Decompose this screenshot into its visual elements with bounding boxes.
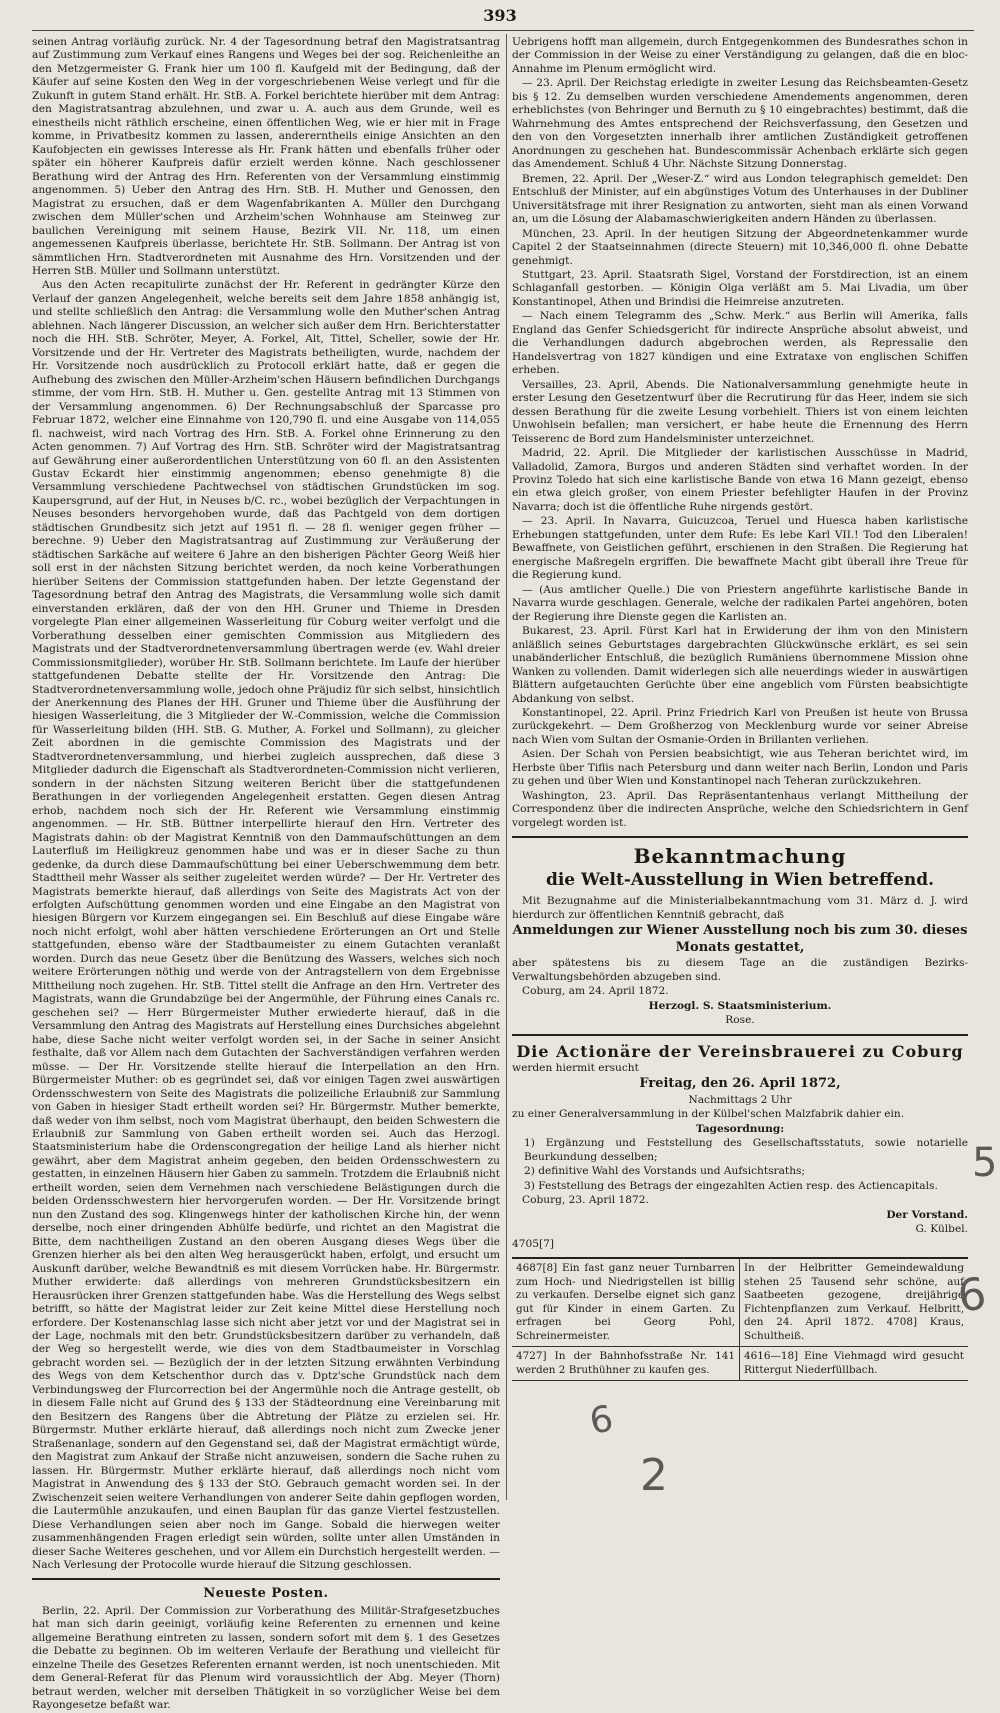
announcement-signer: Rose. xyxy=(725,1014,755,1027)
brewery-notice-intro: werden hiermit ersucht xyxy=(512,1061,639,1074)
handwritten-mark: 6 xyxy=(586,1398,617,1443)
right-paragraph: Stuttgart, 23. April. Staatsrath Sigel, Vorstand der Forstdirection, ist an einem Schlaganfall gestorben. — Königin Olga verläßt am 5. Mai Livadia, um über Konstantinopel, Athen und Brindisi die Heimreise anzutreten. xyxy=(512,268,968,308)
left-paragraph: Aus den Acten recapitulirte zunächst der Hr. Referent in gedrängter Kürze den Verlauf der ganzen Angelegenheit, welche bereits seit dem Jahre 1858 anhängig ist, und stellte schließlich den Antrag: die Versammlung wolle den Muther'schen Antrag ablehnen. Nach längerer Discussion, an welcher sich außer dem Hrn. Berichterstatter noch die HH. StB. Schröter, Meyer, A. Forkel, Alt, Tittel, Scheller, sowie der Hr. Vorsitzende und der Hr. Vertreter des Magistrats betheiligten, wurde, nachdem der Hr. Vorsitzende noch ausdrücklich zu Protocoll erklärt hatte, daß er gegen die Aufhebung des zwischen den Müller-Arzheim'schen Häusern befindlichen Durchgangs stimme, der vom Hrn. StB. H. Muther u. Gen. gestellte Antrag mit 13 Stimmen von der Versammlung angenommen. 6) Der Rechnungsabschluß der Sparcasse pro Februar 1872, welcher eine Einnahme von 120,790 fl. und eine Ausgabe von 114,055 fl. nachweist, wird nach Vortrag des Hrn. StB. A. Forkel ohne Erinnerung zu den Acten genommen. 7) Auf Vortrag des Hrn. StB. Schröter wird der Magistratsantrag auf Gewährung einer außerordentlichen Unterstützung von 60 fl. an den Assistenten Gustav Eckardt hier einstimmig angenommen; ebenso genehmigte 8) die Versammlung verschiedene Pachtwechsel von städtischen Grundstücken im sog. Kaupersgrund, auf der Hut, in Neuses b/C. rc., wobei bezüglich der Verpachtungen in Neuses besonders hervorgehoben wurde, daß das Pachtgeld von dem dortigen städtischen Grundbesitz sich jetzt auf 1951 fl. — 28 fl. weniger gegen früher — berechne. 9) Ueber den Magistratsantrag auf Zustimmung zur Veräußerung der städtischen Sarkäche auf weitere 6 Jahre an den bisherigen Pächter Georg Weiß hier soll erst in der nächsten Sitzung berichtet werden, da noch keine Vorberathungen hierüber Seitens der Commission stattgefunden haben. Der letzte Gegenstand der Tagesordnung betraf den Antrag des Magistrats, die Versammlung wolle sich damit einverstanden erklären, daß der von den HH. Gruner und Thieme in Dresden vorgelegte Plan einer allgemeinen Wasserleitung für Coburg weiter verfolgt und die Vorberathung desselben einer gemischten Commission aus Mitgliedern des Magistrats und der Stadtverordnetenversammlung übertragen werde (ev. Wahl dreier Commissionsmitglieder), worüber Hr. StB. Sollmann berichtete. Im Laufe der hierüber stattgefundenen Debatte stellte der Hr. Vorsitzende den Antrag: Die Stadtverordnetenversammlung wolle, jedoch ohne Präjudiz für sich selbst, hinsichtlich der Anerkennung des Planes der HH. Gruner und Thieme über die Ausführung der hiesigen Wasserleitung, die 3 Mitglieder der W.-Commission, welche die Commission für Wasserleitung bilden (HH. StB. G. Muther, A. Forkel und Sollmann), zu gleicher Zeit abordnen in die gemischte Commission des Magistrats und der Stadtverordnetenversammlung, und hierbei zugleich aussprechen, daß diese 3 Mitglieder dadurch die Eigenschaft als Stadtverordneten-Commission nicht verlieren, sondern in der nächsten Sitzung weiteren Bericht über die stattgefundenen Berathungen in der vorliegenden Angelegenheit erstatten. Gegen diesen Antrag erhob, nachdem noch sich der Hr. Referent wie Versammlung einstimmig angenommen. — Hr. StB. Büttner interpellirte hierauf den Hrn. Vertreter des Magistrats dahin: ob der Magistrat Kenntniß von den Dammaufschüttungen an dem Lauterfluß im Heiligkreuz genommen habe und was er in dieser Sache zu thun gedenke, da durch diese Dammaufschüttung bei einer Ueberschwemmung dem betr. Stadttheil mehr Wasser als seither zugeleitet werden würde? — Der Hr. Vertreter des Magistrats bemerkte hierauf, daß allerdings von Seite des Magistrats Act von der erfolgten Aufschüttung genommen worden und eine Eingabe an den Magistrat von hiesigen Bürgern vor Kurzem eingegangen sei. Ein Beschluß auf diese Eingabe wäre noch nicht erfolgt, wohl aber hätten verschiedene Erörterungen an Ort und Stelle stattgefunden, ebenso wäre der Stadtbaumeister zu einem Gutachten veranlaßt worden. Durch das neue Gesetz über die Benützung des Wassers, welches sich noch weitere Erörterungen nöthig und werde von der Antragstellern von dem Ergebnisse Mittheilung noch zugehen. Hr. StB. Tittel stellt die Anfrage an den Hrn. Vertreter des Magistrats, wann die Grundabzüge bei der Angermühle, der Führung eines Canals rc. geschehen sei? — Herr Bürgermeister Muther erwiederte hierauf, daß in die Versammlung den Antrag des Magistrats auf Herstellung eines Durchsiches abgelehnt habe, diese Sache nicht weiter verfolgt worden sei, in der Sache in seiner Ansicht festhalte, daß vor Allem nach dem Gutachten der Sachverständigen verfahren werden müsse. — Der Hr. Vorsitzende stellte hierauf die Interpellation an den Hrn. Bürgermeister Muther: ob es gegründet sei, daß vor einigen Tagen zwei auswärtigen Ordensschwestern von Seite des Magistrats die polizeiliche Erlaubniß zur Sammlung von Gaben in hiesiger Stadt ertheilt worden sei? Hr. Bürgermstr. Muther bemerkte, daß weder von ihm selbst, noch vom Magistrat überhaupt, den beiden Schwestern die Erlaubniß zur Sammlung von Gaben ertheilt worden sei. Auch das Herzogl. Staatsministerium habe die Ordenscongregation der heilige Land als hierher nicht gewährt, aber dem Magistrat anheim gegeben, den beiden Ordensschwestern zu gestatten, in einzelnen Häusern hier Gaben zu sammeln. Trotzdem die Erlaubniß nicht ertheilt worden, seien dem Vernehmen nach verschiedene Belästigungen durch die beiden Ordensschwestern hier hervorgerufen worden. — Der Hr. Vorsitzende bringt nun den Zustand des sog. Klingenwegs hinter der katholischen Kirche hin, der wenn derselbe, noch einer dringenden Abhülfe bedürfe, und richtet an den Magistrat die Bitte, dem nachtheiligen Zustand an den oberen Ausgang dieses Wegs über die Grenzen hierher als bei den alten Weg herausgerückt haben, erfolgt, und ersucht um Auskunft darüber, welche Bewandtniß es mit diesem Vorrücken habe. Hr. Bürgermstr. Muther erwiderte: daß allerdings von mehreren Grundstücksbesitzern ein Herausrücken ihrer Grenzen stattgefunden habe. Was die Herstellung des Wegs selbst betrifft, so hätte der Magistrat leider zur Zeit keine Mittel diese Herstellung noch erfordere. Der Kostenanschlag lasse sich nicht aber jetzt vor und der Magistrat sei in der Lage, nochmals mit den betr. Grundstücksbesitzern darüber zu verhandeln, daß der Weg so hergestellt werde, wie dies von dem Stadtbaumeister in Vorschlag gebracht worden sei. — Bezüglich der in der letzten Sitzung erwähnten Verbindung des Wegs von dem Ketschenthor durch das v. Dptz'sche Grundstück nach dem Verbindungsweg der Flurcorrection bei der Angermühle noch die Antrage gestellt, ob in diesem Falle nicht auf Grund des § 133 der Städteordnung eine Vereinbarung mit den Besitzern des Rangens über die Abtretung der Plätze zu erzielen sei. Hr. Bürgermstr. Muther erklärte hierauf, daß allerdings noch nicht zum Zwecke jener Straßenanlage, sondern auf den Gegenstand sei, daß der Magistrat ermächtigt würde, den Magistrat zum Ankauf der Straße nicht anzuweisen, sondern die Sache ruhen zu lassen. Hr. Bürgermstr. Muther erklärte hierauf, daß allerdings noch nicht vom Magistrat in Anwendung des § 133 der StO. Gebrauch gemacht worden sei. In der Zwischenzeit seien weitere Verhandlungen von anderer Seite dahin gepflogen worden, die Lautermühle anzukaufen, und einen Bauplan für das ganze Viertel festzustellen. Diese Verhandlungen seien aber noch im Gange. Sobald die hierwegen weiter zusammenhängenden Fragen erledigt sein würden, sollte unter allen Umständen in dieser Sache Weiteres geschehen, und vor Allem ein Durchstich hergestellt werden. — Nach Verlesung der Protocolle wurde hierauf die Sitzung geschlossen. xyxy=(32,279,500,1571)
page-number: 393 xyxy=(483,6,517,25)
small-ad: 4727] In der Bahnhofsstraße Nr. 141 werden 2 Bruthühner zu kaufen ges. xyxy=(512,1347,740,1381)
small-ads-grid xyxy=(512,1257,968,1381)
right-paragraph: — Nach einem Telegramm des „Schw. Merk.“ aus Berlin will Amerika, falls England das Genfer Schiedsgericht für indirecte Ansprüche absolut abweist, und die Verhandlungen dadurch abgebrochen werden, als Repressalie den Handelsvertrag von 1827 kündigen und eine Extrataxe von englischen Schiffen erheben. xyxy=(512,310,968,377)
right-paragraph: Madrid, 22. April. Die Mitglieder der karlistischen Ausschüsse in Madrid, Valladolid, Zamora, Burgos und anderen Städten sind verhaftet worden. In der Provinz Toledo hat sich eine karlistische Bande von etwa 16 Mann gezeigt, ebenso ein etwa gleich großer, von einem Priester befehligter Haufen in der Provinz Navarra; doch ist die öffentliche Ruhe nirgends gestört. xyxy=(512,447,968,513)
news-section-text: Berlin, 22. April. Der Commission zur Vorberathung des Militär-Strafgesetzbuches hat man sich darin geeinigt, vorläufig keine Referenten zu ernennen und keine allgemeine Berathung eintreten zu lassen, sondern sofort mit dem §. 1 des Gesetzes die Debatte zu beginnen. Ob im weiteren Verlaufe der Berathung und vielleicht für einzelne Theile des Gesetzes Referenten ernannt werden, ist noch unentschieden. Mit dem General-Referat für das Plenum wird voraussichtlich der Abg. Meyer (Thorn) betraut werden, welcher mit derselben Thätigkeit in so vorzüglicher Weise bei dem Rayongesetze befaßt war. xyxy=(32,1604,500,1712)
right-paragraph: Uebrigens hofft man allgemein, durch Entgegenkommen des Bundesrathes schon in der Commission in der Weise zu einer Verständigung zu gelangen, daß die en bloc-Annahme im Plenum ermöglicht wird. xyxy=(512,36,968,75)
left-paragraph: seinen Antrag vorläufig zurück. Nr. 4 der Tagesordnung betraf den Magistratsantrag auf Zustimmung zum Verkauf eines Rangens und Weges bei der sog. Reichenleithe an den Metzgermeister G. Frank hier um 100 fl. Kaufgeld mit der Bedingung, daß der Käufer auf seine Kosten den Weg in der vorgeschriebenen Weise verlegt und für die Zukunft in gutem Stand erhält. Hr. StB. A. Forkel berichtete hierüber mit dem Antrag: den Magistratsantrag abzulehnen, und zwar u. A. auch aus dem Grunde, weil es einestheils nicht räthlich erscheine, einen öffentlichen Weg, wie er hier mit in Frage komme, in Privatbesitz kommen zu lassen, andererntheils einige Ansichten an den Kaufobjecten ein gewisses Interesse als Hr. Frank hätten und ebenfalls früher oder später ein höherer Kaufpreis dafür erzielt werden könne. Nach geschlossener Berathung wird der Antrag des Hrn. Referenten von der Versammlung einstimmig angenommen. 5) Ueber den Antrag des Hrn. StB. H. Muther und Genossen, den Magistrat zu ersuchen, daß er dem Wagenfabrikanten A. Müller den Durchgang zwischen dem Müller'schen und Arzheim'schen Wohnhause am Steinweg zur baulichen Vereinigung mit seinem Hause, Bezirk VII. Nr. 118, um einen angemessenen Kaufpreis überlasse, berichtete Hr. StB. Sollmann. Der Antrag ist von sämmtlichen Hrn. Stadtverordneten mit Ausnahme des Hrn. Vorsitzenden und der Herren StB. Müller und Sollmann unterstützt. xyxy=(32,36,500,277)
column-divider xyxy=(506,34,507,1500)
brewery-agenda-item: 2) definitive Wahl des Vorstands und Aufsichtsraths; xyxy=(524,1165,806,1178)
section-divider xyxy=(32,1578,500,1580)
announcement-body: Mit Bezugnahme auf die Ministerialbekanntmachung vom 31. März d. J. wird hierdurch zur öffentlichen Kenntniß gebracht, daß xyxy=(512,895,968,921)
announcement-title: Bekanntmachung xyxy=(633,844,847,869)
brewery-notice-date: Freitag, den 26. April 1872, xyxy=(639,1076,841,1092)
right-paragraph: Bukarest, 23. April. Fürst Karl hat in Erwiderung der ihm von den Ministern anläßlich seines Geburtstages dargebrachten Glückwünsche erklärt, es sei sein unabänderlicher Entschluß, die bezüglich Rumäniens übernommene Mission ohne Wanken zu vollenden. Damit widerlegen sich alle neuerdings wieder in auswärtigen Blättern aufgetauchten Gerüchte über eine angeblich vom Fürsten beabsichtigte Abdankung von selbst. xyxy=(512,625,968,705)
right-paragraph: Konstantinopel, 22. April. Prinz Friedrich Karl von Preußen ist heute von Brussa zurückgekehrt. — Dem Großherzog von Mecklenburg wurde vor seiner Abreise nach Wien vom Sultan der Osmanie-Orden in Brillanten verliehen. xyxy=(512,706,968,746)
right-column xyxy=(512,36,968,1498)
news-section-title: Neueste Posten. xyxy=(203,1586,329,1602)
top-rule xyxy=(32,30,974,31)
brewery-notice-time: Nachmittags 2 Uhr xyxy=(688,1093,792,1106)
announcement-subtitle: die Welt-Ausstellung in Wien betreffend. xyxy=(545,869,935,890)
handwritten-mark: 6 xyxy=(954,1268,990,1323)
handwritten-mark: 2 xyxy=(640,1450,668,1501)
right-paragraph: Bremen, 22. April. Der „Weser-Z.“ wird aus London telegraphisch gemeldet: Den Entschluß der Minister, auf ein abgünstiges Votum des Unterhauses in der Dubliner Universitätsfrage mit ihrer Resignation zu antworten, sieht man als einen Vorwand an, um die Lösung der Alabamaschwierigkeiten andern Händen zu überlassen. xyxy=(512,172,968,226)
announcement-place-date: Coburg, am 24. April 1872. xyxy=(522,985,669,998)
left-column xyxy=(32,36,500,1712)
announcement-box xyxy=(512,836,968,1027)
right-paragraph: München, 23. April. In der heutigen Sitzung der Abgeordnetenkammer wurde Capitel 2 der Staatseinnahmen (directe Steuern) mit 10,346,000 fl. ohne Debatte genehmigt. xyxy=(512,227,968,267)
right-paragraph: — 23. April. Der Reichstag erledigte in zweiter Lesung das Reichsbeamten-Gesetz bis § 12. Zu demselben wurden verschiedene Amendements angenommen, deren erheblichstes (von Behringer und Bernuth zu § 10 eingebrachtes) bestimmt, daß die Wahrnehmung des Amtes entsprechend der Reichsverfassung, den Gesetzen und den von den Vorgesetzten innerhalb ihrer amtlichen Zuständigkeit getroffenen Anordnungen zu geschehen hat. Bundescommissär Achenbach erklärte sich gegen das Amendement. Schluß 4 Uhr. Nächste Sitzung Donnerstag. xyxy=(512,77,968,171)
brewery-notice-location: zu einer Generalversammlung in der Külbel'schen Malzfabrik dahier ein. xyxy=(512,1108,905,1121)
right-paragraph: Asien. Der Schah von Persien beabsichtigt, wie aus Teheran berichtet wird, im Herbste über Tiflis nach Petersburg und dann weiter nach Berlin, London und Paris zu gehen und über Wien und Konstantinopel nach Teheran zurückzukehren. xyxy=(512,748,968,788)
right-paragraph: — (Aus amtlicher Quelle.) Die von Priestern angeführte karlistische Bande in Navarra wurde geschlagen. Generale, welche der radikalen Partei angehören, boten der Regierung ihre Dienste gegen die Karlisten an. xyxy=(512,583,968,623)
small-ad: 4616—18] Eine Viehmagd wird gesucht Rittergut Niederfüllbach. xyxy=(740,1347,968,1381)
announcement-emphasis: Anmeldungen zur Wiener Ausstellung noch bis zum 30. dieses Monats gestattet, xyxy=(512,923,968,955)
right-paragraph: Washington, 23. April. Das Repräsentantenhaus verlangt Mittheilung der Correspondenz über die indirecten Ansprüche, welche den Schiedsrichtern in Genf vorgelegt worden ist. xyxy=(512,789,968,829)
brewery-place-date: Coburg, 23. April 1872. xyxy=(522,1194,649,1207)
small-ad: In der Helbritter Gemeindewaldung stehen 25 Tausend sehr schöne, auf Saatbeeten gezogene, dreijährige Fichtenpflanzen zum Verkauf. Helbritt, den 24. April 1872. 4708] Kraus, Schultheiß. xyxy=(740,1259,968,1347)
brewery-agenda-title: Tagesordnung: xyxy=(695,1122,785,1135)
announcement-signature: Herzogl. S. Staatsministerium. xyxy=(648,999,832,1012)
brewery-ref: 4705[7] xyxy=(512,1237,554,1250)
brewery-notice xyxy=(512,1034,968,1252)
brewery-agenda-item: 1) Ergänzung und Feststellung des Gesellschaftsstatuts, sowie notarielle Beurkundung desselben; xyxy=(524,1137,968,1163)
small-ad: 4687[8] Ein fast ganz neuer Turnbarren zum Hoch- und Niedrigstellen ist billig zu verkaufen. Derselbe eignet sich ganz gut für Kinder in einem Garten. Zu erfragen bei Georg Pohl, Schreinermeister. xyxy=(512,1259,740,1347)
right-paragraph: Versailles, 23. April, Abends. Die Nationalversammlung genehmigte heute in erster Lesung den Gesetzentwurf über die Recrutirung für das Heer, indem sie sich dessen Berathung für die zweite Lesung vorbehielt. Thiers ist von einem leichten Unwohlsein befallen; man versichert, er habe heute die Ernennung des Herrn Teisserenc de Bord zum Handelsminister unterzeichnet. xyxy=(512,378,968,445)
right-paragraph: — 23. April. In Navarra, Guicuzcoa, Teruel und Huesca haben karlistische Erhebungen stattgefunden, unter dem Rufe: Es lebe Karl VII.! Tod den Liberalen! Bewaffnete, von Geistlichen geführt, erschienen in den Straßen. Die Regierung hat energische Maßregeln ergriffen. Die bewaffnete Macht gibt überall ihre Treue für die Regierung kund. xyxy=(512,515,968,582)
brewery-notice-title: Die Actionäre der Vereinsbrauerei zu Coburg xyxy=(516,1041,964,1061)
brewery-agenda-item: 3) Feststellung des Betrags der eingezahlten Actien resp. des Actiencapitals. xyxy=(524,1179,938,1192)
handwritten-mark: 5 xyxy=(972,1140,998,1186)
announcement-body-2: aber spätestens bis zu diesem Tage an die zuständigen Bezirks-Verwaltungsbehörden abzugeben sind. xyxy=(512,957,968,983)
brewery-signer: G. Külbel. xyxy=(915,1223,968,1236)
brewery-signature: Der Vorstand. xyxy=(886,1208,968,1221)
